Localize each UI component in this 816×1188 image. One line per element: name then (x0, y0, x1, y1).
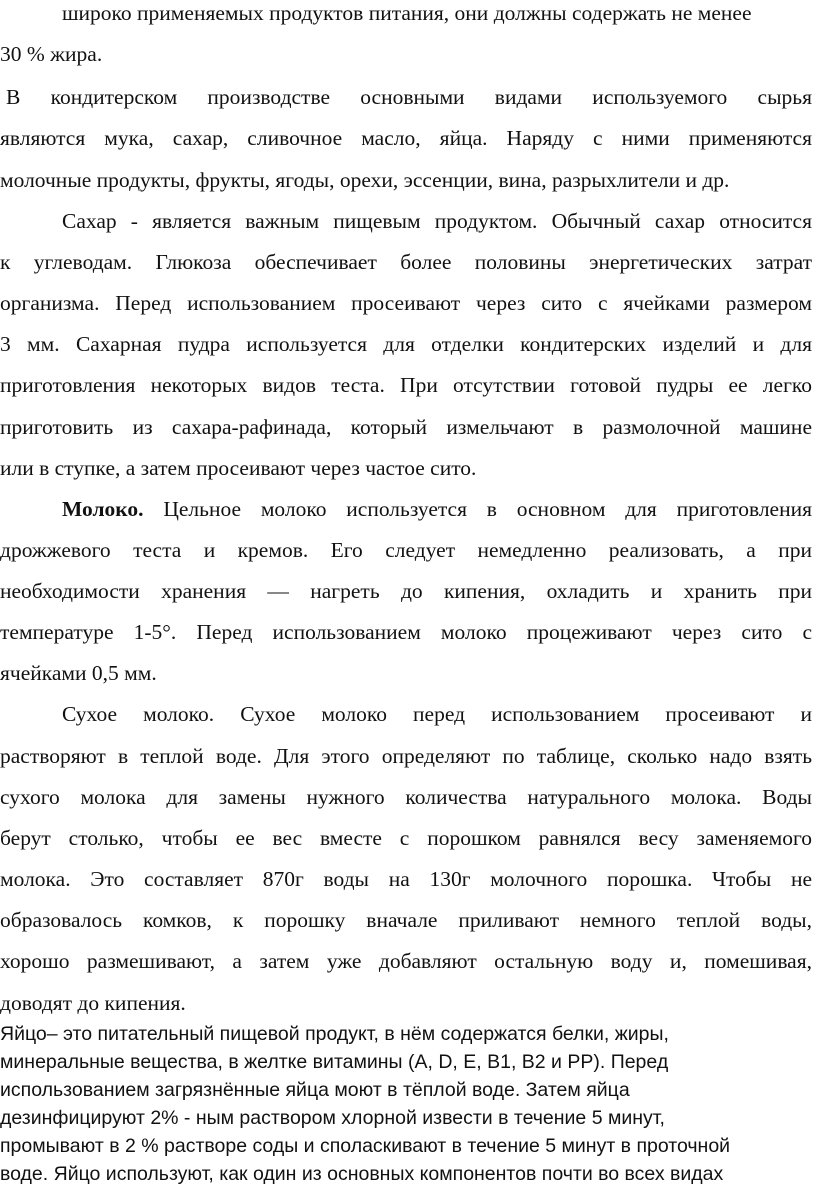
text-line: 3 мм. Сахарная пудра используется для отделки кондитерских изделий и для (0, 332, 812, 356)
text-line: хорошо размешивают, а затем уже добавляют остальную воду и, помешивая, (0, 949, 812, 973)
text-line: приготовления некоторых видов теста. При отсутствии готовой пудры ее легко (0, 373, 812, 397)
text-line: широко применяемых продуктов питания, они должны содержать не менее (62, 1, 752, 25)
text-line: 30 % жира. (0, 42, 103, 66)
text-line: температуре 1-5°. Перед использованием молоко процеживают через сито с (0, 620, 812, 644)
text-line: доводят до кипения. (0, 991, 186, 1015)
text-line: дезинфицируют 2% - ным раствором хлорной извести в течение 5 минут, (0, 1107, 665, 1129)
text-line: к углеводам. Глюкоза обеспечивает более половины энергетических затрат (0, 250, 812, 274)
text-line: растворяют в теплой воде. Для этого определяют по таблице, сколько надо взять (0, 744, 812, 768)
text-line: необходимости хранения — нагреть до кипения, охладить и хранить при (0, 579, 812, 603)
text-line: или в ступке, а затем просеивают через частое сито. (0, 456, 477, 480)
text-line: использованием загрязнённые яйца моют в тёплой воде. Затем яйца (0, 1079, 630, 1101)
text-line: Сухое молоко. Сухое молоко перед использованием просеивают и (62, 702, 812, 726)
text-line: промывают в 2 % растворе соды и споласкивают в течение 5 минут в проточной (0, 1135, 731, 1157)
text-fragment: Цельное молоко используется в основном для приготовления (163, 497, 813, 521)
text-line: ячейками 0,5 мм. (0, 661, 157, 685)
text-line: приготовить из сахара-рафинада, который измельчают в размолочной машине (0, 415, 812, 439)
text-line: Яйцо– это питательный пищевой продукт, в нём содержатся белки, жиры, (0, 1023, 669, 1045)
text-line: являются мука, сахар, сливочное масло, яйца. Наряду с ними применяются (0, 126, 812, 150)
text-line: организма. Перед использованием просеивают через сито с ячейками размером (0, 291, 812, 315)
text-line: берут столько, чтобы ее вес вместе с порошком равнялся весу заменяемого (0, 826, 812, 850)
text-line: воде. Яйцо используют, как один из основных компонентов почти во всех видах (0, 1163, 724, 1185)
text-line: В кондитерском производстве основными видами используемого сырья (6, 85, 812, 109)
milk-heading: Молоко. (62, 497, 144, 521)
text-line: минеральные вещества, в желтке витамины (A, D, E, B1, B2 и PP). Перед (0, 1051, 669, 1073)
milk-first-line (62, 495, 812, 523)
text-line: дрожжевого теста и кремов. Его следует немедленно реализовать, а при (0, 538, 812, 562)
text-line: молока. Это составляет 870г воды на 130г молочного порошка. Чтобы не (0, 867, 812, 891)
text-line: сухого молока для замены нужного количества натурального молока. Воды (0, 785, 812, 809)
text-line: Сахар - является важным пищевым продуктом. Обычный сахар относится (62, 209, 812, 233)
text-line: образовалось комков, к порошку вначале приливают немного теплой воды, (0, 908, 812, 932)
text-line: молочные продукты, фрукты, ягоды, орехи, эссенции, вина, разрыхлители и др. (0, 168, 730, 192)
